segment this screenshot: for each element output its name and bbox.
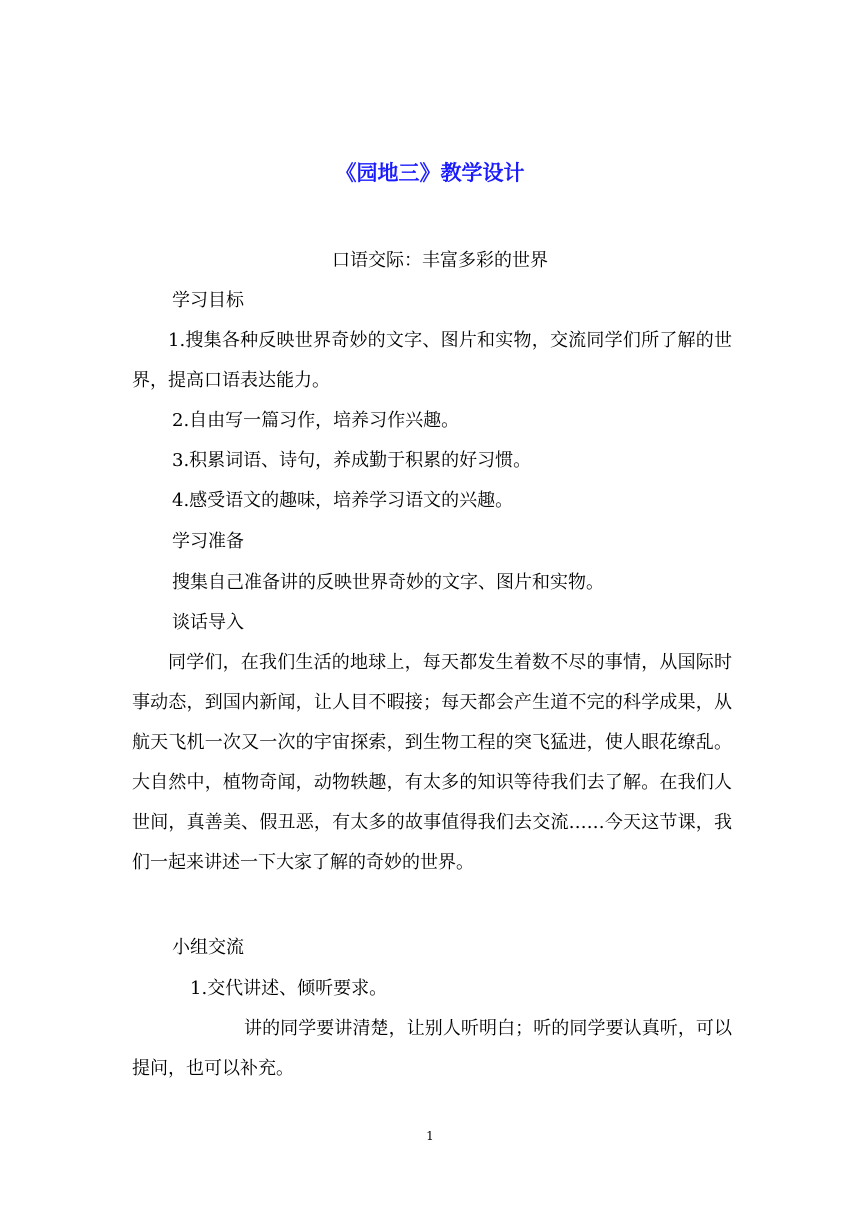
- section-heading-goals: 学习目标: [172, 290, 244, 311]
- subtitle: 口语交际：丰富多彩的世界: [332, 250, 548, 271]
- goal-item-4: 4.感受语文的趣味，培养学习语文的兴趣。: [172, 490, 514, 511]
- group-item-1-detail: 讲的同学要讲清楚，让别人听明白；听的同学要认真听，可以提问，也可以补充。: [132, 1018, 732, 1079]
- goal-item-3: 3.积累词语、诗句，养成勤于积累的好习惯。: [172, 450, 532, 471]
- section-heading-prep: 学习准备: [172, 531, 244, 552]
- page-number: 1: [426, 1129, 434, 1143]
- goal-item-1: 1.搜集各种反映世界奇妙的文字、图片和实物，交流同学们所了解的世界，提高口语表达能力。: [132, 330, 732, 391]
- goal-item-2: 2.自由写一篇习作，培养习作兴趣。: [172, 410, 460, 431]
- prep-text: 搜集自己准备讲的反映世界奇妙的文字、图片和实物。: [172, 572, 604, 593]
- intro-paragraph: 同学们，在我们生活的地球上，每天都发生着数不尽的事情，从国际时事动态，到国内新闻，让人目不暇接；每天都会产生道不完的科学成果，从航天飞机一次又一次的宇宙探索，到生物工程的突飞猛进，使人眼花缭乱。大自然中，植物奇闻，动物轶趣，有太多的知识等待我们去了解。在我们人世间，真善美、假丑恶，有太多的故事值得我们去交流……今天这节课，我们一起来讲述一下大家了解的奇妙的世界。: [132, 652, 732, 873]
- section-heading-group: 小组交流: [172, 937, 244, 958]
- group-item-1: 1.交代讲述、倾听要求。: [190, 978, 388, 999]
- document-title: 《园地三》教学设计: [335, 160, 525, 185]
- section-heading-intro: 谈话导入: [172, 612, 244, 633]
